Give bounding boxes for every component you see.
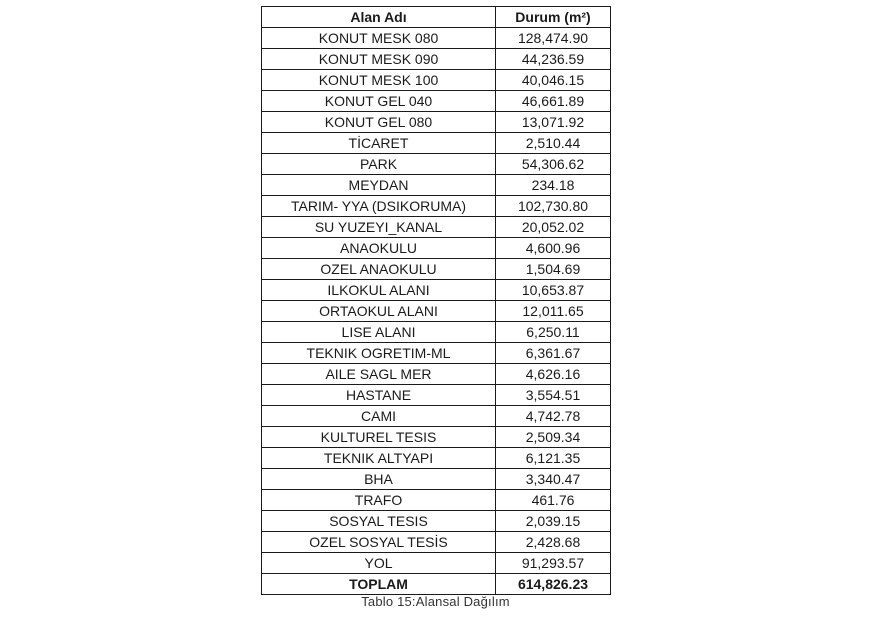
area-name-cell: KONUT MESK 090 — [262, 49, 496, 70]
area-name-cell: SOSYAL TESIS — [262, 511, 496, 532]
table-row — [262, 511, 611, 532]
table-row — [262, 301, 611, 322]
area-value-cell: 2,039.15 — [496, 511, 611, 532]
header-area-name: Alan Adı — [262, 7, 496, 28]
table-header-row — [262, 7, 611, 28]
table-row — [262, 553, 611, 574]
table-row — [262, 406, 611, 427]
area-value-cell: 4,600.96 — [496, 238, 611, 259]
area-name-cell: KONUT GEL 080 — [262, 112, 496, 133]
area-value-cell: 4,742.78 — [496, 406, 611, 427]
area-value-cell: 102,730.80 — [496, 196, 611, 217]
table-body — [262, 28, 611, 574]
table-row — [262, 259, 611, 280]
table-row — [262, 154, 611, 175]
table-row — [262, 49, 611, 70]
area-value-cell: 2,428.68 — [496, 532, 611, 553]
table-row — [262, 238, 611, 259]
area-name-cell: TRAFO — [262, 490, 496, 511]
area-name-cell: KONUT MESK 100 — [262, 70, 496, 91]
area-value-cell: 91,293.57 — [496, 553, 611, 574]
area-distribution-table — [261, 6, 611, 595]
area-value-cell: 46,661.89 — [496, 91, 611, 112]
area-value-cell: 6,250.11 — [496, 322, 611, 343]
table-row — [262, 280, 611, 301]
table-row — [262, 322, 611, 343]
area-name-cell: BHA — [262, 469, 496, 490]
table-row — [262, 364, 611, 385]
table-row — [262, 532, 611, 553]
table-row — [262, 427, 611, 448]
table-row — [262, 112, 611, 133]
area-value-cell: 6,121.35 — [496, 448, 611, 469]
area-value-cell: 10,653.87 — [496, 280, 611, 301]
area-value-cell: 234.18 — [496, 175, 611, 196]
area-value-cell: 128,474.90 — [496, 28, 611, 49]
total-row — [262, 574, 611, 595]
area-value-cell: 40,046.15 — [496, 70, 611, 91]
area-name-cell: KONUT GEL 040 — [262, 91, 496, 112]
area-name-cell: MEYDAN — [262, 175, 496, 196]
table-row — [262, 490, 611, 511]
table-row — [262, 448, 611, 469]
area-name-cell: OZEL SOSYAL TESİS — [262, 532, 496, 553]
area-value-cell: 6,361.67 — [496, 343, 611, 364]
area-name-cell: LISE ALANI — [262, 322, 496, 343]
area-name-cell: TEKNIK OGRETIM-ML — [262, 343, 496, 364]
area-value-cell: 12,011.65 — [496, 301, 611, 322]
table-row — [262, 91, 611, 112]
area-name-cell: HASTANE — [262, 385, 496, 406]
area-value-cell: 2,509.34 — [496, 427, 611, 448]
area-name-cell: KONUT MESK 080 — [262, 28, 496, 49]
area-name-cell: PARK — [262, 154, 496, 175]
table-row — [262, 70, 611, 91]
table-row — [262, 133, 611, 154]
area-value-cell: 1,504.69 — [496, 259, 611, 280]
area-name-cell: TARIM- YYA (DSIKORUMA) — [262, 196, 496, 217]
area-name-cell: ANAOKULU — [262, 238, 496, 259]
table-row — [262, 217, 611, 238]
table-row — [262, 385, 611, 406]
table-row — [262, 469, 611, 490]
area-value-cell: 3,554.51 — [496, 385, 611, 406]
total-value: 614,826.23 — [496, 574, 611, 595]
area-value-cell: 461.76 — [496, 490, 611, 511]
area-value-cell: 2,510.44 — [496, 133, 611, 154]
area-name-cell: SU YUZEYI_KANAL — [262, 217, 496, 238]
area-name-cell: TİCARET — [262, 133, 496, 154]
area-name-cell: OZEL ANAOKULU — [262, 259, 496, 280]
total-label: TOPLAM — [262, 574, 496, 595]
area-name-cell: ORTAOKUL ALANI — [262, 301, 496, 322]
area-name-cell: YOL — [262, 553, 496, 574]
area-value-cell: 20,052.02 — [496, 217, 611, 238]
area-value-cell: 54,306.62 — [496, 154, 611, 175]
table-caption: Tablo 15:Alansal Dağılım — [361, 594, 510, 609]
table-row — [262, 343, 611, 364]
area-value-cell: 4,626.16 — [496, 364, 611, 385]
area-name-cell: CAMI — [262, 406, 496, 427]
area-value-cell: 13,071.92 — [496, 112, 611, 133]
area-distribution-table-container — [261, 6, 611, 595]
area-name-cell: TEKNIK ALTYAPI — [262, 448, 496, 469]
area-name-cell: KULTUREL TESIS — [262, 427, 496, 448]
area-value-cell: 44,236.59 — [496, 49, 611, 70]
table-row — [262, 196, 611, 217]
area-name-cell: ILKOKUL ALANI — [262, 280, 496, 301]
header-status-m2: Durum (m²) — [496, 7, 611, 28]
area-value-cell: 3,340.47 — [496, 469, 611, 490]
table-row — [262, 28, 611, 49]
area-name-cell: AILE SAGL MER — [262, 364, 496, 385]
table-row — [262, 175, 611, 196]
